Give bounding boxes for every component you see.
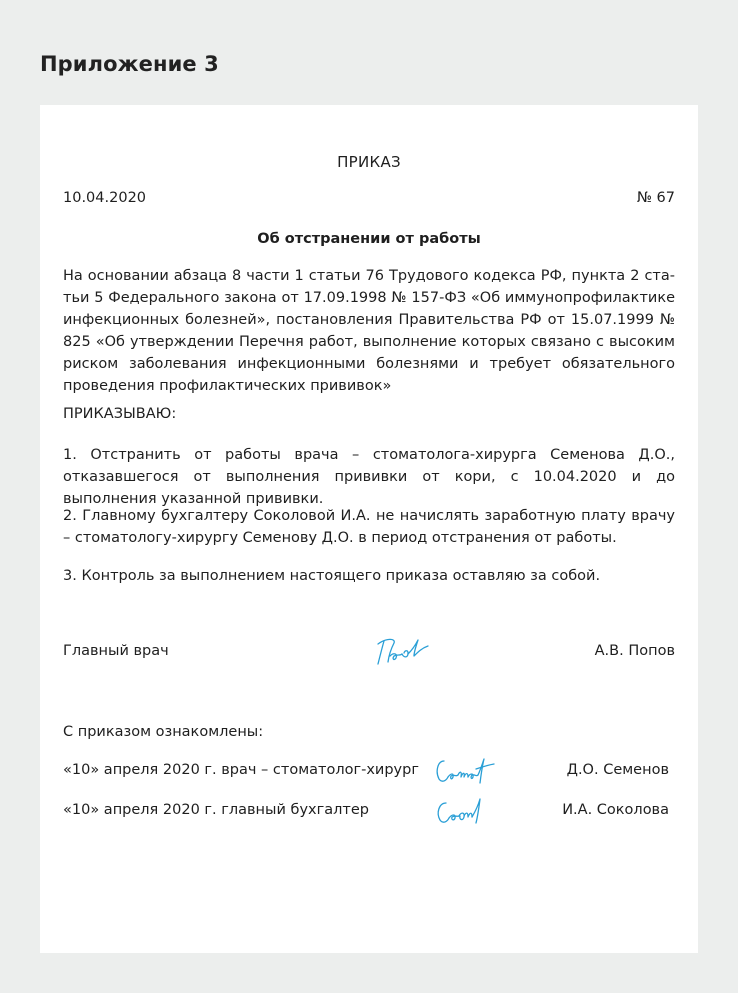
acquainted-name: Д.О. Семенов — [566, 762, 669, 778]
order-item-3: 3. Контроль за выполнением настоящего приказа оставляю за собой. — [63, 568, 601, 584]
order-word: ПРИКАЗЫВАЮ: — [63, 406, 177, 422]
signatory-row — [63, 634, 675, 674]
signatory-name: А.В. Попов — [594, 643, 675, 659]
order-basis-paragraph: На основании абзаца 8 части 1 статьи 76 Трудового кодекса РФ, пункта 2 статьи 5 Федерального закона от 17.09.1998 № 157-ФЗ «Об иммунопрофилактике инфекционных болезней», постановления Правительства РФ от 15.07.1999 № 825 «Об утверждении Перечня работ, выполнение которых связано с высоким риском заболевания инфекционными болезнями и требует обязательного проведения профилактических прививок» — [63, 268, 675, 394]
acquainted-header: С приказом ознакомлены: — [63, 724, 264, 740]
document-type: ПРИКАЗ — [337, 153, 401, 171]
acquainted-text: «10» апреля 2020 г. главный бухгалтер — [63, 802, 369, 818]
acquainted-row — [63, 753, 675, 793]
order-item-2: 2. Главному бухгалтеру Соколовой И.А. не начислять заработную плату врачу – стоматологу-хирургу Семенову Д.О. в период отстранения от работы. — [63, 508, 675, 546]
appendix-title: Приложение 3 — [40, 52, 219, 76]
document-date: 10.04.2020 — [63, 190, 147, 206]
document-sheet — [40, 105, 698, 953]
document-subject: Об отстранении от работы — [257, 231, 481, 247]
acquainted-name: И.А. Соколова — [562, 802, 669, 818]
signatory-position: Главный врач — [63, 643, 169, 659]
document-number: № 67 — [636, 190, 675, 206]
acquainted-row — [63, 793, 675, 833]
signature-popov — [372, 634, 432, 668]
order-item-1: 1. Отстранить от работы врача – стоматолога-хирурга Семенова Д.О., отказавшегося от выполнения прививки от кори, с 10.04.2020 и до выполнения указанной прививки. — [63, 447, 675, 507]
signature-semenov — [432, 753, 498, 787]
signature-sokolova — [432, 793, 492, 827]
acquainted-text: «10» апреля 2020 г. врач – стоматолог-хирург — [63, 762, 419, 778]
